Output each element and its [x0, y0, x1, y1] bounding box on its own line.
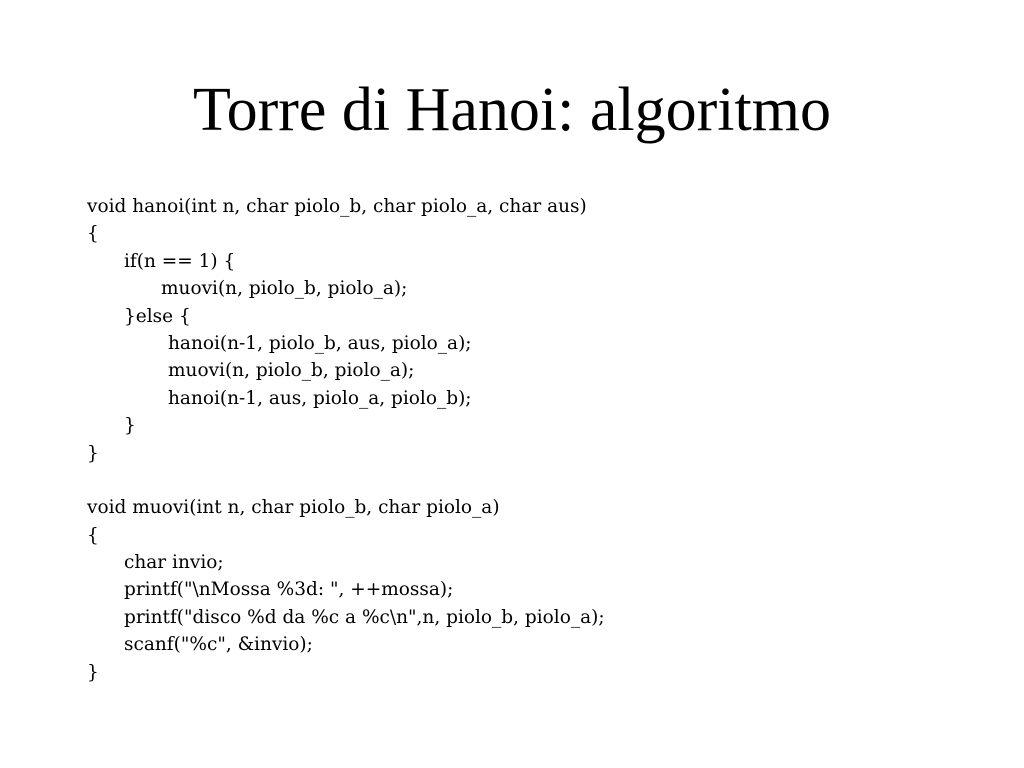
code-line: {	[87, 524, 99, 546]
code-line: muovi(n, piolo_b, piolo_a);	[161, 278, 408, 300]
code-line: muovi(n, piolo_b, piolo_a);	[168, 360, 415, 382]
code-line	[87, 467, 987, 494]
code-line: if(n == 1) {	[124, 250, 236, 272]
code-line: {	[87, 223, 99, 245]
code-line: }	[87, 442, 99, 464]
code-line: }	[87, 661, 99, 683]
code-line: hanoi(n-1, aus, piolo_a, piolo_b);	[168, 387, 472, 409]
code-line: }else {	[124, 305, 191, 327]
code-line: printf("\nMossa %3d: ", ++mossa);	[124, 579, 454, 601]
code-block	[87, 193, 987, 686]
code-line: char invio;	[124, 552, 224, 574]
code-line: hanoi(n-1, piolo_b, aus, piolo_a);	[168, 332, 472, 354]
code-line: void hanoi(int n, char piolo_b, char piolo_a, char aus)	[87, 196, 587, 217]
code-line: void muovi(int n, char piolo_b, char piolo_a)	[87, 497, 500, 519]
slide-title: Torre di Hanoi: algoritmo	[193, 76, 831, 144]
code-line: }	[124, 415, 136, 437]
code-line: scanf("%c", &invio);	[124, 634, 313, 656]
code-line: printf("disco %d da %c a %c\n",n, piolo_b, piolo_a);	[124, 606, 605, 628]
